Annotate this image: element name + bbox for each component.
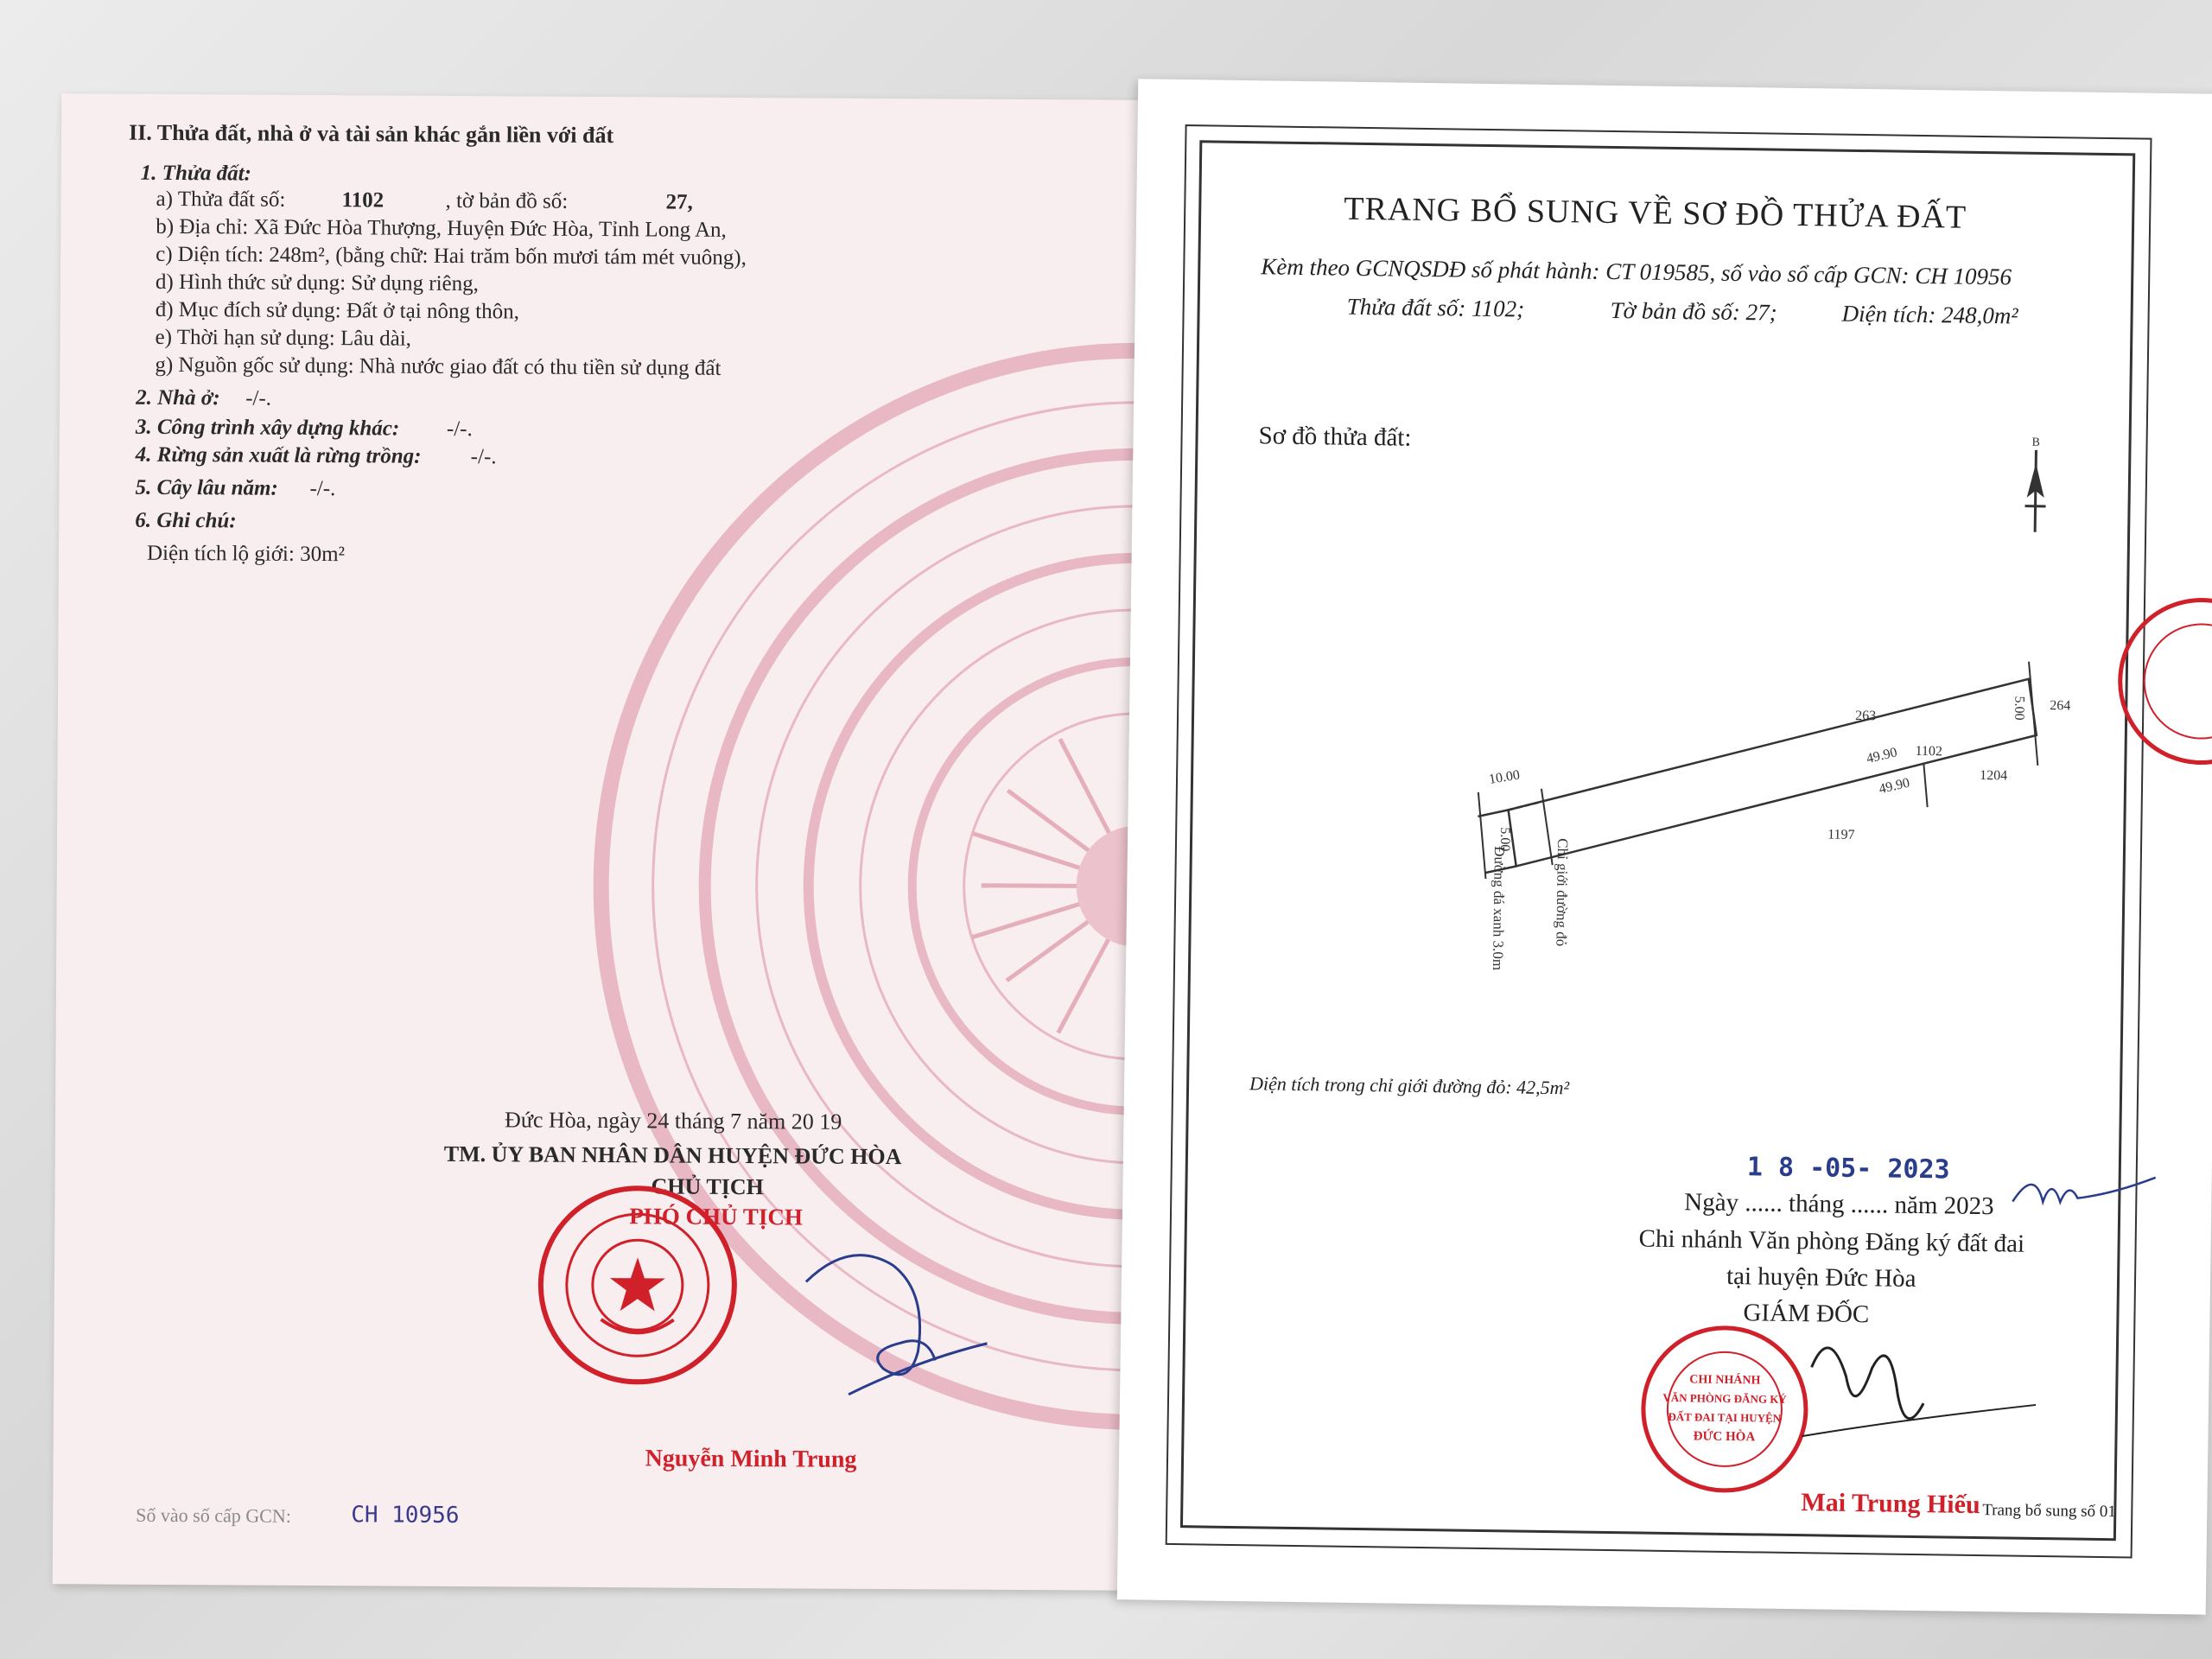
right-red-seal: [1637, 1322, 1813, 1497]
map-sheet-label: , tờ bản đồ số:: [445, 188, 569, 213]
left-width: 5.00: [1497, 827, 1513, 852]
director-title: GIÁM ĐỐC: [1743, 1299, 1870, 1329]
registry-label: Số vào số cấp GCN:: [136, 1503, 291, 1527]
office-line-1: Chi nhánh Văn phòng Đăng ký đất đai: [1638, 1224, 2025, 1258]
neighbor-1197: 1197: [1827, 827, 1855, 842]
item4-value: -/-.: [470, 445, 497, 469]
usage-form-line: d) Hình thức sử dụng: Sử dụng riêng,: [155, 270, 479, 296]
seal-text-4: ĐỨC HÒA: [1693, 1429, 1756, 1445]
area-value-line: Diện tích: 248,0m²: [1841, 300, 2018, 329]
road-name: Đường đá xanh 3.0m: [1489, 846, 1508, 971]
registry-value: CH 10956: [351, 1502, 460, 1529]
item2-title: 2. Nhà ở:: [136, 385, 220, 410]
attached-line: Kèm theo GCNQSDĐ số phát hành: CT 019585, số vào sổ cấp GCN: CH 10956: [1261, 253, 2012, 290]
north-label: B: [2031, 435, 2041, 449]
item4-title: 4. Rừng sản xuất là rừng trồng:: [135, 442, 422, 468]
neighbor-1204: 1204: [1980, 767, 2008, 784]
parcel-1102-label: 1102: [1915, 743, 1943, 760]
office-line-2: tại huyện Đức Hòa: [1726, 1262, 1916, 1293]
bottom-length: 49.90: [1877, 775, 1911, 798]
map-sheet-line: Tờ bản đồ số: 27;: [1610, 296, 1777, 326]
right-signature: [1793, 1315, 2054, 1457]
address-line: b) Địa chỉ: Xã Đức Hòa Thượng, Huyện Đức Hòa, Tỉnh Long An,: [156, 214, 727, 242]
item2-value: -/-.: [245, 386, 272, 410]
seal-text-2: VĂN PHÒNG ĐĂNG KÝ: [1662, 1390, 1787, 1406]
right-width: 5.00: [2012, 696, 2027, 721]
neighbor-263: 263: [1855, 708, 1877, 724]
seal-text-3: ĐẤT ĐAI TẠI HUYỆN: [1668, 1410, 1782, 1425]
page-note: Trang bổ sung số 01: [1982, 1501, 2116, 1522]
right-date-line: Ngày ...... tháng ...... năm 2023: [1684, 1188, 1994, 1221]
section-title: II. Thửa đất, nhà ở và tài sản khác gắn liền với đất: [128, 119, 614, 149]
seal-text-1: CHI NHÁNH: [1689, 1373, 1761, 1388]
right-signer-name: Mai Trung Hiếu: [1801, 1488, 1980, 1520]
item5-value: -/-.: [309, 476, 336, 501]
road-width: 10.00: [1487, 767, 1522, 787]
item3-value: -/-.: [446, 416, 473, 442]
supplement-right-page: [1117, 79, 2212, 1614]
north-arrow-icon: [2024, 436, 2047, 532]
parcel-number: 1102: [341, 188, 385, 213]
item6-title: 6. Ghi chú:: [135, 508, 237, 533]
neighbor-264: 264: [2050, 698, 2071, 714]
date-initials-scribble: [2008, 1166, 2164, 1221]
origin-line: g) Nguồn gốc sử dụng: Nhà nước giao đất có thu tiền sử dụng đất: [155, 353, 721, 380]
authority-title: TM. ỦY BAN NHÂN DÂN HUYỆN ĐỨC HÒA: [443, 1141, 902, 1170]
area-line: c) Diện tích: 248m², (bằng chữ: Hai trăm bốn mươi tám mét vuông),: [156, 242, 747, 270]
parcel-number-line: Thửa đất số: 1102;: [1346, 293, 1525, 322]
certificate-left-page: [53, 93, 1142, 1591]
road-area-note: Diện tích trong chỉ giới đường đỏ: 42,5m²: [1249, 1072, 1570, 1099]
item5-title: 5. Cây lâu năm:: [135, 475, 278, 500]
usage-term-line: e) Thời hạn sử dụng: Lâu dài,: [155, 325, 412, 351]
left-signature: [797, 1212, 1039, 1421]
parcel-1102-outline: [1508, 671, 2037, 873]
left-signer-name: Nguyễn Minh Trung: [645, 1445, 857, 1473]
map-sheet-number: 27,: [665, 190, 693, 214]
parcel-label: a) Thửa đất số:: [156, 187, 286, 212]
item3-title: 3. Công trình xây dựng khác:: [135, 415, 400, 441]
top-length: 49.90: [1865, 745, 1899, 767]
vice-chairman-title: PHÓ CHỦ TỊCH: [629, 1203, 803, 1230]
supplement-title: TRANG BỔ SUNG VỀ SƠ ĐỒ THỬA ĐẤT: [1343, 190, 1967, 236]
left-red-seal: [533, 1181, 741, 1389]
item1-title: 1. Thửa đất:: [140, 161, 251, 186]
left-date-line: Đức Hòa, ngày 24 tháng 7 năm 20 19: [504, 1107, 842, 1135]
chairman-title: CHỦ TỊCH: [651, 1173, 764, 1200]
red-line-label: Chỉ giới đường đỏ: [1553, 838, 1572, 947]
edge-red-seal: [2113, 594, 2212, 768]
diagram-label: Sơ đồ thửa đất:: [1258, 422, 1412, 452]
stamp-date: 1 8 -05- 2023: [1746, 1152, 1950, 1185]
note-line: Diện tích lộ giới: 30m²: [146, 541, 346, 567]
usage-purpose-line: đ) Mục đích sử dụng: Đất ở tại nông thôn,: [155, 297, 520, 324]
